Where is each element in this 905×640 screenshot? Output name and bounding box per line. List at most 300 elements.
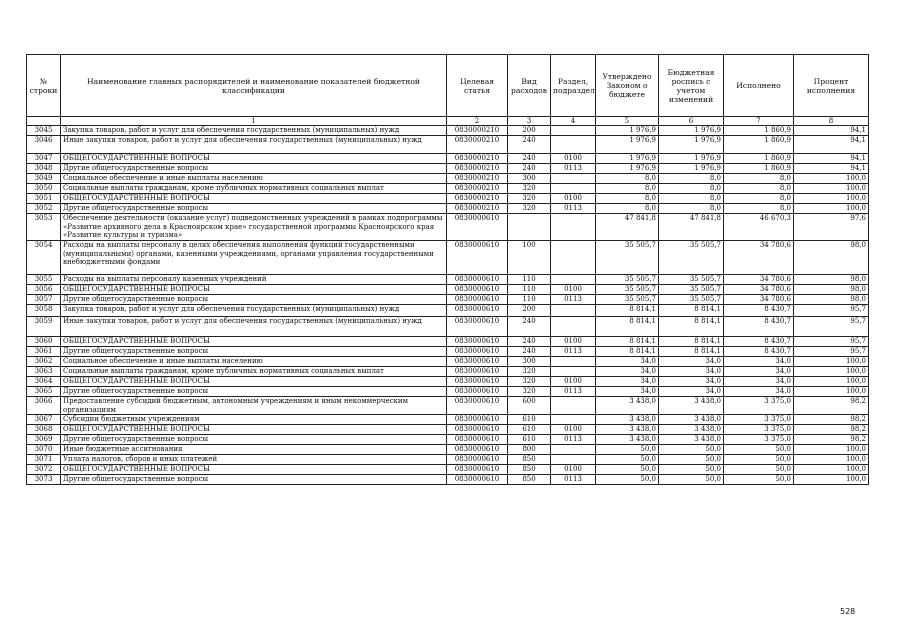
target-article: 0830000610	[447, 214, 508, 241]
budget-table	[26, 54, 869, 485]
row-number: 3061	[27, 347, 61, 357]
table-row	[27, 194, 869, 204]
budget-list-amount: 3 438,0	[659, 415, 724, 425]
target-article: 0830000610	[447, 377, 508, 387]
row-number: 3057	[27, 295, 61, 305]
row-name: Социальное обеспечение и иные выплаты населению	[61, 357, 447, 367]
section-code: 0113	[551, 295, 596, 305]
column-number: 7	[724, 117, 794, 126]
approved-amount: 1 976,9	[596, 154, 659, 164]
expense-type: 320	[508, 204, 551, 214]
executed-amount: 3 375,0	[724, 397, 794, 415]
approved-amount: 35 505,7	[596, 285, 659, 295]
section-code: 0113	[551, 475, 596, 485]
target-article: 0830000610	[447, 285, 508, 295]
target-article: 0830000610	[447, 425, 508, 435]
section-code	[551, 136, 596, 154]
executed-amount: 50,0	[724, 445, 794, 455]
row-number: 3060	[27, 337, 61, 347]
budget-list-amount: 8,0	[659, 184, 724, 194]
budget-list-amount: 1 976,9	[659, 154, 724, 164]
section-code: 0100	[551, 425, 596, 435]
execution-percent: 97,6	[794, 214, 869, 241]
target-article: 0830000610	[447, 387, 508, 397]
row-name: Расходы на выплаты персоналу казенных учреждений	[61, 275, 447, 285]
column-number: 1	[61, 117, 447, 126]
budget-list-amount: 1 976,9	[659, 136, 724, 154]
section-code: 0100	[551, 285, 596, 295]
expense-type: 100	[508, 241, 551, 275]
section-code	[551, 317, 596, 337]
table-row	[27, 317, 869, 337]
executed-amount: 34,0	[724, 387, 794, 397]
target-article: 0830000210	[447, 184, 508, 194]
approved-amount: 1 976,9	[596, 136, 659, 154]
section-code	[551, 397, 596, 415]
table-row	[27, 347, 869, 357]
section-code: 0113	[551, 347, 596, 357]
target-article: 0830000610	[447, 241, 508, 275]
table-row	[27, 415, 869, 425]
section-code: 0100	[551, 465, 596, 475]
row-number: 3048	[27, 164, 61, 174]
approved-amount: 50,0	[596, 475, 659, 485]
executed-amount: 50,0	[724, 465, 794, 475]
expense-type: 850	[508, 455, 551, 465]
row-number: 3067	[27, 415, 61, 425]
target-article: 0830000610	[447, 397, 508, 415]
table-row	[27, 164, 869, 174]
execution-percent: 95,7	[794, 337, 869, 347]
execution-percent: 100,0	[794, 174, 869, 184]
table-row	[27, 136, 869, 154]
row-number: 3047	[27, 154, 61, 164]
approved-amount: 35 505,7	[596, 295, 659, 305]
row-name: Другие общегосударственные вопросы	[61, 387, 447, 397]
table-row	[27, 465, 869, 475]
budget-list-amount: 34,0	[659, 357, 724, 367]
approved-amount: 47 841,8	[596, 214, 659, 241]
row-name: ОБЩЕГОСУДАРСТВЕННЫЕ ВОПРОСЫ	[61, 377, 447, 387]
row-number: 3071	[27, 455, 61, 465]
execution-percent: 100,0	[794, 184, 869, 194]
budget-list-amount: 34,0	[659, 387, 724, 397]
row-name: Обеспечение деятельности (оказание услуг) подведомственных учреждений в рамках подпрограммы «Развитие архивного дела в Красноярском крае» государственной программы Красноярского края «Развитие культуры и туризма»	[61, 214, 447, 241]
column-number: 4	[551, 117, 596, 126]
expense-type: 200	[508, 126, 551, 136]
row-name: Другие общегосударственные вопросы	[61, 164, 447, 174]
execution-percent: 95,7	[794, 305, 869, 317]
approved-amount: 1 976,9	[596, 126, 659, 136]
row-name: Расходы на выплаты персоналу в целях обеспечения выполнения функций государственными (муниципальными) органами, казенными учреждениями, органами управления государственными внебюджетными фондами	[61, 241, 447, 275]
executed-amount: 34 780,6	[724, 295, 794, 305]
executed-amount: 8 430,7	[724, 317, 794, 337]
row-number: 3056	[27, 285, 61, 295]
table-row	[27, 295, 869, 305]
budget-list-amount: 1 976,9	[659, 126, 724, 136]
table-header-row	[27, 55, 869, 117]
row-number: 3055	[27, 275, 61, 285]
executed-amount: 3 375,0	[724, 415, 794, 425]
table-row	[27, 184, 869, 194]
column-number: 2	[447, 117, 508, 126]
target-article: 0830000610	[447, 337, 508, 347]
budget-list-amount: 50,0	[659, 475, 724, 485]
budget-list-amount: 35 505,7	[659, 285, 724, 295]
budget-list-amount: 8,0	[659, 204, 724, 214]
target-article: 0830000610	[447, 305, 508, 317]
approved-amount: 8 814,1	[596, 305, 659, 317]
section-code: 0113	[551, 387, 596, 397]
expense-type: 800	[508, 445, 551, 455]
row-name: ОБЩЕГОСУДАРСТВЕННЫЕ ВОПРОСЫ	[61, 154, 447, 164]
budget-list-amount: 3 438,0	[659, 397, 724, 415]
approved-amount: 34,0	[596, 377, 659, 387]
section-code: 0100	[551, 377, 596, 387]
budget-list-amount: 35 505,7	[659, 295, 724, 305]
approved-amount: 8 814,1	[596, 337, 659, 347]
page-number: 528	[840, 607, 856, 616]
budget-list-amount: 47 841,8	[659, 214, 724, 241]
execution-percent: 100,0	[794, 377, 869, 387]
target-article: 0830000210	[447, 136, 508, 154]
row-number: 3068	[27, 425, 61, 435]
approved-amount: 8 814,1	[596, 347, 659, 357]
section-code: 0113	[551, 164, 596, 174]
row-name: ОБЩЕГОСУДАРСТВЕННЫЕ ВОПРОСЫ	[61, 285, 447, 295]
target-article: 0830000610	[447, 475, 508, 485]
expense-type: 850	[508, 465, 551, 475]
row-name: ОБЩЕГОСУДАРСТВЕННЫЕ ВОПРОСЫ	[61, 194, 447, 204]
execution-percent: 98,0	[794, 275, 869, 285]
target-article: 0830000210	[447, 194, 508, 204]
expense-type: 240	[508, 337, 551, 347]
expense-type: 320	[508, 184, 551, 194]
table-row	[27, 214, 869, 241]
budget-list-amount: 8 814,1	[659, 337, 724, 347]
table-row	[27, 387, 869, 397]
target-article: 0830000610	[447, 455, 508, 465]
expense-type: 300	[508, 174, 551, 184]
table-row	[27, 204, 869, 214]
expense-type: 610	[508, 425, 551, 435]
executed-amount: 34,0	[724, 367, 794, 377]
expense-type	[508, 214, 551, 241]
execution-percent: 98,0	[794, 241, 869, 275]
approved-amount: 3 438,0	[596, 435, 659, 445]
executed-amount: 46 670,3	[724, 214, 794, 241]
target-article: 0830000610	[447, 445, 508, 455]
approved-amount: 8,0	[596, 204, 659, 214]
table-row	[27, 455, 869, 465]
target-article: 0830000210	[447, 126, 508, 136]
executed-amount: 8 430,7	[724, 347, 794, 357]
budget-list-amount: 3 438,0	[659, 435, 724, 445]
execution-percent: 95,7	[794, 347, 869, 357]
row-name: Предоставление субсидий бюджетным, автономным учреждениям и иным некоммерческим организациям	[61, 397, 447, 415]
target-article: 0830000610	[447, 347, 508, 357]
target-article: 0830000610	[447, 415, 508, 425]
approved-amount: 34,0	[596, 357, 659, 367]
expense-type: 240	[508, 347, 551, 357]
row-number: 3062	[27, 357, 61, 367]
table-row	[27, 337, 869, 347]
row-name: Другие общегосударственные вопросы	[61, 347, 447, 357]
expense-type: 600	[508, 397, 551, 415]
executed-amount: 34,0	[724, 357, 794, 367]
section-code	[551, 415, 596, 425]
executed-amount: 34 780,6	[724, 275, 794, 285]
executed-amount: 3 375,0	[724, 425, 794, 435]
executed-amount: 8 430,7	[724, 337, 794, 347]
expense-type: 240	[508, 317, 551, 337]
target-article: 0830000610	[447, 357, 508, 367]
row-name: ОБЩЕГОСУДАРСТВЕННЫЕ ВОПРОСЫ	[61, 425, 447, 435]
column-number	[27, 117, 61, 126]
budget-list-amount: 8,0	[659, 174, 724, 184]
section-code	[551, 357, 596, 367]
column-number: 8	[794, 117, 869, 126]
approved-amount: 34,0	[596, 367, 659, 377]
row-number: 3070	[27, 445, 61, 455]
execution-percent: 98,2	[794, 397, 869, 415]
executed-amount: 1 860,9	[724, 154, 794, 164]
execution-percent: 94,1	[794, 126, 869, 136]
column-number: 3	[508, 117, 551, 126]
expense-type: 240	[508, 136, 551, 154]
expense-type: 320	[508, 387, 551, 397]
target-article: 0830000610	[447, 317, 508, 337]
expense-type: 300	[508, 357, 551, 367]
approved-amount: 3 438,0	[596, 425, 659, 435]
section-code: 0113	[551, 435, 596, 445]
execution-percent: 98,2	[794, 415, 869, 425]
expense-type: 320	[508, 194, 551, 204]
executed-amount: 1 860,9	[724, 136, 794, 154]
table-row	[27, 154, 869, 164]
table-row	[27, 126, 869, 136]
approved-amount: 34,0	[596, 387, 659, 397]
budget-list-amount: 8,0	[659, 194, 724, 204]
budget-list-amount: 8 814,1	[659, 347, 724, 357]
row-name: Закупка товаров, работ и услуг для обеспечения государственных (муниципальных) нужд	[61, 305, 447, 317]
approved-amount: 50,0	[596, 445, 659, 455]
expense-type: 610	[508, 415, 551, 425]
row-name: Другие общегосударственные вопросы	[61, 204, 447, 214]
approved-amount: 1 976,9	[596, 164, 659, 174]
section-code: 0113	[551, 204, 596, 214]
execution-percent: 95,7	[794, 317, 869, 337]
table-row	[27, 435, 869, 445]
column-numbers-row	[27, 117, 869, 126]
execution-percent: 100,0	[794, 357, 869, 367]
execution-percent: 100,0	[794, 465, 869, 475]
budget-list-amount: 50,0	[659, 465, 724, 475]
section-code: 0100	[551, 337, 596, 347]
execution-percent: 94,1	[794, 154, 869, 164]
row-name: Субсидии бюджетным учреждениям	[61, 415, 447, 425]
approved-amount: 50,0	[596, 465, 659, 475]
target-article: 0830000610	[447, 465, 508, 475]
row-number: 3058	[27, 305, 61, 317]
header-executed: Исполнено	[724, 55, 794, 117]
row-name: Другие общегосударственные вопросы	[61, 435, 447, 445]
table-row	[27, 275, 869, 285]
budget-list-amount: 34,0	[659, 377, 724, 387]
execution-percent: 100,0	[794, 387, 869, 397]
row-name: ОБЩЕГОСУДАРСТВЕННЫЕ ВОПРОСЫ	[61, 465, 447, 475]
approved-amount: 50,0	[596, 455, 659, 465]
header-name: Наименование главных распорядителей и наименование показателей бюджетной классификации	[61, 55, 447, 117]
executed-amount: 8 430,7	[724, 305, 794, 317]
expense-type: 850	[508, 475, 551, 485]
execution-percent: 100,0	[794, 475, 869, 485]
row-number: 3063	[27, 367, 61, 377]
approved-amount: 8,0	[596, 174, 659, 184]
expense-type: 110	[508, 275, 551, 285]
execution-percent: 98,2	[794, 425, 869, 435]
expense-type: 610	[508, 435, 551, 445]
row-name: Социальные выплаты гражданам, кроме публичных нормативных социальных выплат	[61, 184, 447, 194]
approved-amount: 35 505,7	[596, 241, 659, 275]
table-row	[27, 305, 869, 317]
row-number: 3051	[27, 194, 61, 204]
column-number: 5	[596, 117, 659, 126]
executed-amount: 34,0	[724, 377, 794, 387]
section-code	[551, 174, 596, 184]
row-number: 3052	[27, 204, 61, 214]
expense-type: 110	[508, 295, 551, 305]
row-number: 3072	[27, 465, 61, 475]
row-number: 3046	[27, 136, 61, 154]
column-number: 6	[659, 117, 724, 126]
executed-amount: 1 860,9	[724, 164, 794, 174]
executed-amount: 34 780,6	[724, 285, 794, 295]
executed-amount: 8,0	[724, 204, 794, 214]
expense-type: 320	[508, 377, 551, 387]
execution-percent: 100,0	[794, 455, 869, 465]
execution-percent: 94,1	[794, 164, 869, 174]
section-code	[551, 275, 596, 285]
execution-percent: 100,0	[794, 445, 869, 455]
budget-list-amount: 35 505,7	[659, 275, 724, 285]
budget-list-amount: 3 438,0	[659, 425, 724, 435]
header-expense-type: Вид расходов	[508, 55, 551, 117]
budget-list-amount: 35 505,7	[659, 241, 724, 275]
section-code	[551, 241, 596, 275]
target-article: 0830000610	[447, 295, 508, 305]
execution-percent: 98,0	[794, 285, 869, 295]
row-number: 3073	[27, 475, 61, 485]
target-article: 0830000610	[447, 275, 508, 285]
row-number: 3069	[27, 435, 61, 445]
budget-list-amount: 34,0	[659, 367, 724, 377]
header-section: Раздел, подраздел	[551, 55, 596, 117]
row-name: Уплата налогов, сборов и иных платежей	[61, 455, 447, 465]
section-code: 0100	[551, 194, 596, 204]
expense-type: 240	[508, 164, 551, 174]
budget-list-amount: 1 976,9	[659, 164, 724, 174]
header-approved: Утверждено Законом о бюджете	[596, 55, 659, 117]
table-row	[27, 397, 869, 415]
executed-amount: 8,0	[724, 174, 794, 184]
row-name: Другие общегосударственные вопросы	[61, 475, 447, 485]
budget-list-amount: 8 814,1	[659, 305, 724, 317]
target-article: 0830000210	[447, 204, 508, 214]
row-number: 3066	[27, 397, 61, 415]
table-row	[27, 357, 869, 367]
approved-amount: 8,0	[596, 194, 659, 204]
executed-amount: 1 860,9	[724, 126, 794, 136]
table-row	[27, 367, 869, 377]
row-number: 3053	[27, 214, 61, 241]
row-name: Иные бюджетные ассигнования	[61, 445, 447, 455]
table-row	[27, 425, 869, 435]
approved-amount: 3 438,0	[596, 415, 659, 425]
row-name: Закупка товаров, работ и услуг для обеспечения государственных (муниципальных) нужд	[61, 126, 447, 136]
row-name: Иные закупки товаров, работ и услуг для обеспечения государственных (муниципальных) нужд	[61, 317, 447, 337]
execution-percent: 100,0	[794, 204, 869, 214]
table-row	[27, 241, 869, 275]
budget-list-amount: 50,0	[659, 455, 724, 465]
row-name: Социальные выплаты гражданам, кроме публичных нормативных социальных выплат	[61, 367, 447, 377]
target-article: 0830000210	[447, 174, 508, 184]
execution-percent: 100,0	[794, 367, 869, 377]
budget-list-amount: 50,0	[659, 445, 724, 455]
section-code: 0100	[551, 154, 596, 164]
table-row	[27, 445, 869, 455]
row-number: 3050	[27, 184, 61, 194]
execution-percent: 100,0	[794, 194, 869, 204]
target-article: 0830000210	[447, 154, 508, 164]
row-number: 3054	[27, 241, 61, 275]
table-row	[27, 377, 869, 387]
section-code	[551, 184, 596, 194]
header-target-article: Целевая статья	[447, 55, 508, 117]
section-code	[551, 367, 596, 377]
execution-percent: 94,1	[794, 136, 869, 154]
approved-amount: 8 814,1	[596, 317, 659, 337]
section-code	[551, 126, 596, 136]
row-number: 3049	[27, 174, 61, 184]
execution-percent: 98,2	[794, 435, 869, 445]
table-body	[27, 126, 869, 485]
row-number: 3045	[27, 126, 61, 136]
row-name: Другие общегосударственные вопросы	[61, 295, 447, 305]
approved-amount: 3 438,0	[596, 397, 659, 415]
expense-type: 320	[508, 367, 551, 377]
row-number: 3065	[27, 387, 61, 397]
row-name: Иные закупки товаров, работ и услуг для обеспечения государственных (муниципальных) нужд	[61, 136, 447, 154]
approved-amount: 8,0	[596, 184, 659, 194]
section-code	[551, 214, 596, 241]
executed-amount: 8,0	[724, 184, 794, 194]
target-article: 0830000610	[447, 367, 508, 377]
target-article: 0830000210	[447, 164, 508, 174]
expense-type: 200	[508, 305, 551, 317]
target-article: 0830000610	[447, 435, 508, 445]
header-percent: Процент исполнения	[794, 55, 869, 117]
header-budget-list: Бюджетная роспись с учетом изменений	[659, 55, 724, 117]
row-name: ОБЩЕГОСУДАРСТВЕННЫЕ ВОПРОСЫ	[61, 337, 447, 347]
row-number: 3064	[27, 377, 61, 387]
budget-list-amount: 8 814,1	[659, 317, 724, 337]
section-code	[551, 455, 596, 465]
executed-amount: 8,0	[724, 194, 794, 204]
table-row	[27, 285, 869, 295]
expense-type: 240	[508, 154, 551, 164]
executed-amount: 34 780,6	[724, 241, 794, 275]
